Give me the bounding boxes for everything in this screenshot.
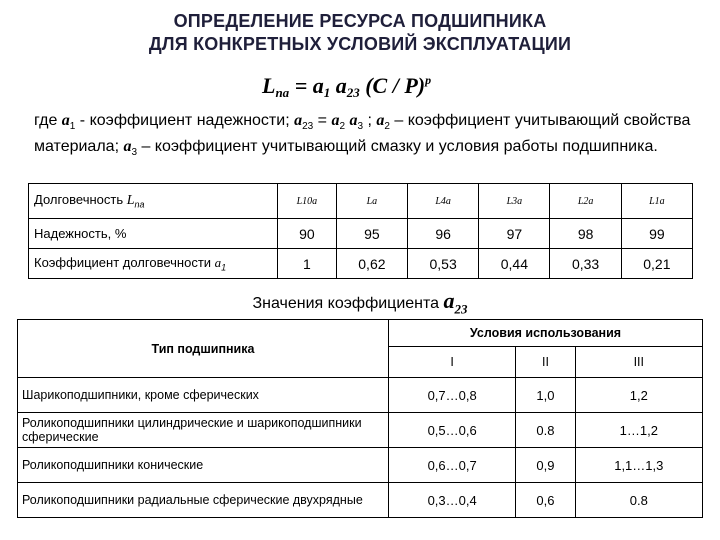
- row-label-text: Долговечность: [34, 192, 127, 208]
- desc-sub: 3: [357, 121, 364, 133]
- bearing-type: Роликоподшипники конические: [18, 448, 389, 483]
- conditions-header: Условия использования: [389, 320, 703, 347]
- row-label-sub: 1: [221, 262, 227, 273]
- table-cell: 95: [336, 219, 407, 249]
- formula-a1: a: [312, 73, 324, 98]
- table-cell: 1,1…1,3: [575, 448, 702, 483]
- table-cell: 97: [479, 219, 550, 249]
- title-line-2: ДЛЯ КОНКРЕТНЫХ УСЛОВИЙ ЭКСПЛУАТАЦИИ: [148, 34, 572, 54]
- table-cell: 1,0: [516, 378, 575, 413]
- row-label-sub: na: [134, 199, 145, 210]
- row-label: [29, 184, 278, 219]
- formula-L-sub: na: [275, 85, 290, 100]
- table-cell: 1…1,2: [575, 413, 702, 448]
- table-cell: 0,53: [408, 249, 479, 279]
- table-row: [18, 378, 703, 413]
- formula-description: [34, 111, 704, 163]
- table-cell: 0,6: [516, 483, 575, 518]
- table-row: [18, 448, 703, 483]
- formula-ratio: (C / P): [359, 73, 426, 98]
- desc-sym: a: [123, 138, 132, 156]
- desc-sub: 3: [131, 147, 138, 159]
- caption-text: Значения коэффициента: [252, 295, 444, 312]
- formula-exp: p: [425, 73, 432, 87]
- a23-table: [17, 319, 703, 518]
- table-cell: 0.8: [575, 483, 702, 518]
- table-cell: 90: [278, 219, 337, 249]
- desc-sym: a: [376, 112, 385, 129]
- row-label-sym: a: [214, 254, 222, 270]
- page-title: [0, 10, 720, 56]
- desc-sym: a: [61, 112, 70, 129]
- desc-text: - коэффициент надежности;: [75, 112, 295, 129]
- desc-sub: 1: [69, 121, 76, 133]
- rating-life-formula: [262, 73, 431, 101]
- table-cell: 98: [550, 219, 621, 249]
- formula-a23: a: [330, 73, 347, 98]
- level-header: I: [389, 347, 516, 378]
- table-cell: 0,21: [621, 249, 692, 279]
- desc-text: – коэффициент учитывающий свойства материала;: [34, 112, 691, 156]
- table-cell: 0.8: [516, 413, 575, 448]
- bearing-type: Роликоподшипники радиальные сферические двухрядные: [18, 483, 389, 518]
- caption-sym-sub: 23: [454, 301, 468, 317]
- row-label-sym: L: [126, 193, 135, 209]
- table-cell: 0,7…0,8: [389, 378, 516, 413]
- level-header: II: [516, 347, 575, 378]
- desc-sym: a: [331, 112, 340, 129]
- table-cell: 99: [621, 219, 692, 249]
- desc-sym: a: [349, 112, 358, 129]
- row-label: [29, 249, 278, 279]
- table-cell: L3a: [479, 184, 550, 219]
- bearing-type-header: Тип подшипника: [18, 320, 389, 378]
- table-header-row: [18, 320, 703, 347]
- table-cell: 0,9: [516, 448, 575, 483]
- bearing-type: Шарикоподшипники, кроме сферических: [18, 378, 389, 413]
- row-label: Надежность, %: [29, 219, 278, 249]
- table-cell: 0,44: [479, 249, 550, 279]
- table-row: [18, 413, 703, 448]
- table-cell: L1a: [621, 184, 692, 219]
- table-cell: L2a: [550, 184, 621, 219]
- formula-a1-sub: 1: [323, 85, 331, 100]
- table-cell: La: [336, 184, 407, 219]
- title-line-1: ОПРЕДЕЛЕНИЕ РЕСУРСА ПОДШИПНИКА: [173, 11, 547, 31]
- desc-text: – коэффициент учитывающий смазку и условия работы подшипника.: [137, 138, 658, 156]
- table-row: [18, 483, 703, 518]
- desc-sub: 2: [339, 121, 345, 133]
- table-cell: L10a: [278, 184, 337, 219]
- table-cell: 0,3…0,4: [389, 483, 516, 518]
- bearing-type: Роликоподшипники цилиндрические и шарикоподшипники сферические: [18, 413, 389, 448]
- desc-text: где: [34, 112, 62, 129]
- desc-sym: a: [294, 112, 303, 129]
- table-row: [29, 184, 693, 219]
- a23-caption: [0, 288, 720, 317]
- desc-text: =: [313, 112, 332, 129]
- reliability-table: [28, 183, 693, 279]
- table-cell: 0,62: [336, 249, 407, 279]
- desc-sub: 2: [384, 121, 390, 133]
- table-row: [29, 249, 693, 279]
- caption-sym-letter: a: [443, 288, 455, 313]
- table-cell: L4a: [408, 184, 479, 219]
- caption-sym: [443, 288, 468, 317]
- level-header: III: [575, 347, 702, 378]
- formula-L: L: [262, 73, 276, 98]
- desc-text: ;: [363, 112, 377, 129]
- table-cell: 0,5…0,6: [389, 413, 516, 448]
- table-cell: 1: [278, 249, 337, 279]
- desc-sub: 23: [302, 121, 314, 133]
- table-cell: 96: [408, 219, 479, 249]
- row-label-text: Коэффициент долговечности: [34, 254, 215, 270]
- formula-a23-sub: 23: [346, 85, 360, 100]
- table-cell: 1,2: [575, 378, 702, 413]
- formula-eq: =: [289, 73, 313, 98]
- table-cell: 0,6…0,7: [389, 448, 516, 483]
- table-cell: 0,33: [550, 249, 621, 279]
- table-row: [29, 219, 693, 249]
